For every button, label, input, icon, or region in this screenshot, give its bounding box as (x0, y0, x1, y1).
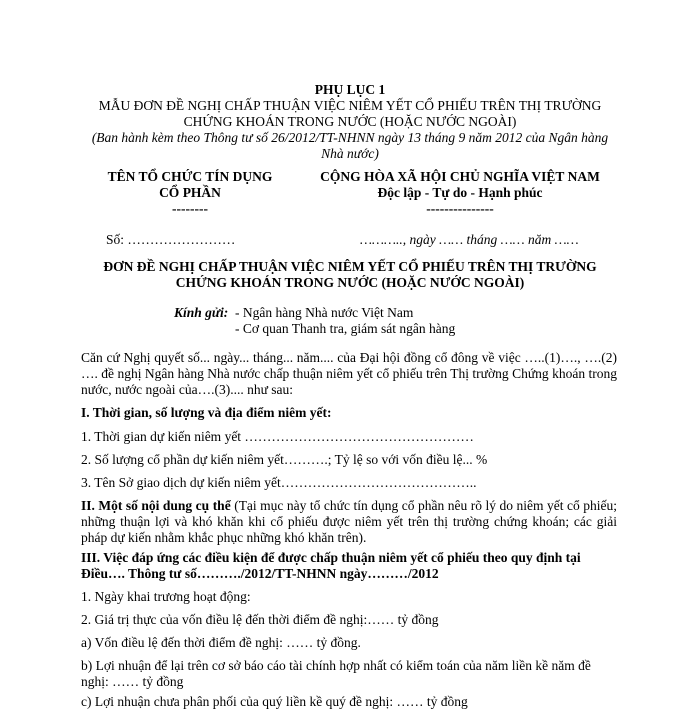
section-3-item-2: 2. Giá trị thực của vốn điều lệ đến thời điểm đề nghị:…… tỷ đồng (81, 612, 439, 627)
section-2-paragraph (81, 498, 617, 546)
section-1-item-3: 3. Tên Sở giao dịch dự kiến niêm yết…………………………………….. (81, 475, 477, 490)
section-3-item-c: c) Lợi nhuận chưa phân phối của quý liền kề quý đề nghị: …… tỷ đồng (81, 694, 468, 709)
nation-name: CỘNG HÒA XÃ HỘI CHỦ NGHĨA VIỆT NAM (320, 169, 600, 184)
recipients-label: Kính gửi: (174, 305, 229, 320)
section-3-heading: III. Việc đáp ứng các điều kiện để được chấp thuận niêm yết cổ phiếu theo quy định tại Điều…. Thông tư số………./2012/TT-NHNN ngày………/2012 (81, 550, 581, 581)
nation-motto: Độc lập - Tự do - Hạnh phúc (377, 185, 543, 200)
org-divider: -------- (172, 201, 208, 216)
section-3-item-a: a) Vốn điều lệ đến thời điểm đề nghị: …… tỷ đồng. (81, 635, 361, 650)
intro-paragraph: Căn cứ Nghị quyết số... ngày... tháng... năm.... của Đại hội đồng cổ đông về việc …..(1)…., ….(2) …. đề nghị Ngân hàng Nhà nước chấp thuận niêm yết cổ phiếu trên Thị trường Chứng khoán trong nước, nước ngoài của….(3).... như sau: (81, 350, 617, 397)
document-date: ……….., ngày …… tháng …… năm …… (360, 232, 579, 247)
section-3-item-b: b) Lợi nhuận để lại trên cơ sở báo cáo tài chính hợp nhất có kiểm toán của năm liền kề năm đề nghị: …… tỷ đồng (81, 658, 591, 689)
section-1-item-1: 1. Thời gian dự kiến niêm yết …………………………………………… (81, 429, 474, 444)
form-title-line-1: MẪU ĐƠN ĐỀ NGHỊ CHẤP THUẬN VIỆC NIÊM YẾT CỔ PHIẾU TRÊN THỊ TRƯỜNG (98, 98, 602, 113)
document-title-line-1: ĐƠN ĐỀ NGHỊ CHẤP THUẬN VIỆC NIÊM YẾT CỔ PHIẾU TRÊN THỊ TRƯỜNG (103, 259, 597, 274)
section-2-text: (Tại mục này tổ chức tín dụng cổ phần nêu rõ lý do niêm yết cổ phiếu; những thuận lợi và khó khăn khi cổ phiếu được niêm yết trên thị trường chứng khoán; các giải pháp dự kiến nhằm khắc phục những khó khăn trên). (81, 498, 617, 545)
nation-divider: --------------- (426, 201, 494, 216)
section-1-heading: I. Thời gian, số lượng và địa điểm niêm yết: (81, 405, 332, 420)
org-name-line-2: CỔ PHẦN (159, 185, 221, 200)
appendix-label: PHỤ LỤC 1 (314, 82, 386, 97)
document-number: Số: …………………… (106, 232, 236, 247)
section-1-item-2: 2. Số lượng cổ phần dự kiến niêm yết……….; Tỷ lệ so với vốn điều lệ... % (81, 452, 488, 467)
issued-note-line-1: (Ban hành kèm theo Thông tư số 26/2012/TT-NHNN ngày 13 tháng 9 năm 2012 của Ngân hàng (91, 130, 609, 145)
document-title-line-2: CHỨNG KHOÁN TRONG NƯỚC (HOẶC NƯỚC NGOÀI) (175, 275, 525, 290)
org-name-line-1: TÊN TỔ CHỨC TÍN DỤNG (107, 169, 273, 184)
recipient-1: - Ngân hàng Nhà nước Việt Nam (235, 305, 414, 320)
section-3-item-1: 1. Ngày khai trương hoạt động: (81, 589, 251, 604)
section-2-heading: II. Một số nội dung cụ thể (81, 498, 231, 513)
recipient-2: - Cơ quan Thanh tra, giám sát ngân hàng (235, 321, 456, 336)
issued-note-line-2: Nhà nước) (321, 146, 379, 161)
form-title-line-2: CHỨNG KHOÁN TRONG NƯỚC (HOẶC NƯỚC NGOÀI) (183, 114, 517, 129)
